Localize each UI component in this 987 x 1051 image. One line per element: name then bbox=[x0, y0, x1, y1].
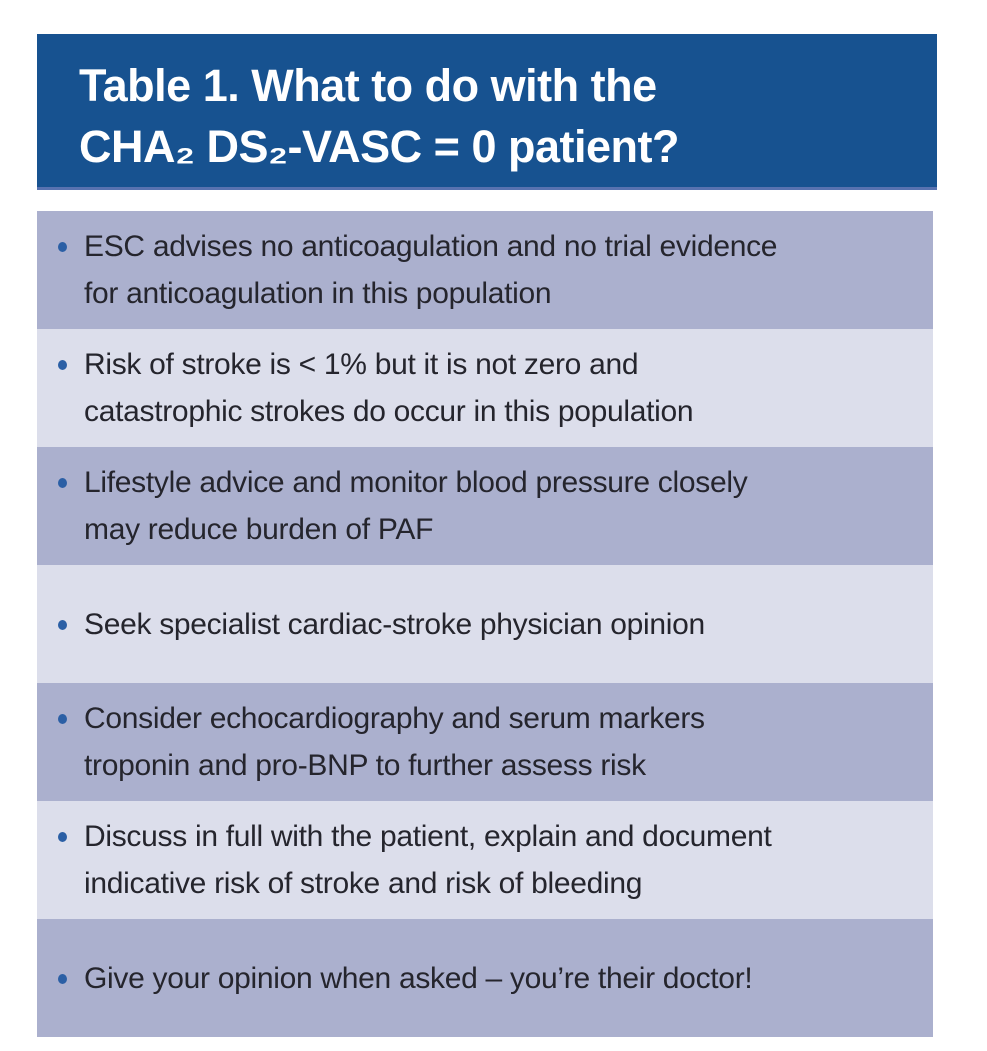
table-row bbox=[37, 447, 933, 565]
row-text bbox=[84, 813, 772, 907]
row-content bbox=[58, 341, 693, 435]
table-row bbox=[37, 801, 933, 919]
row-content bbox=[58, 459, 747, 553]
row-text bbox=[84, 223, 777, 317]
row-line: catastrophic strokes do occur in this population bbox=[84, 395, 694, 428]
bullet-icon bbox=[58, 478, 67, 488]
table-row bbox=[37, 211, 933, 329]
row-line: indicative risk of stroke and risk of bleeding bbox=[84, 867, 643, 900]
row-line: for anticoagulation in this population bbox=[84, 277, 552, 310]
bullet-icon bbox=[58, 620, 67, 630]
row-content bbox=[58, 813, 772, 907]
row-line: Give your opinion when asked – you’re their doctor! bbox=[84, 961, 753, 995]
row-content bbox=[58, 955, 752, 1002]
row-line: Consider echocardiography and serum markers bbox=[84, 702, 705, 735]
bullet-icon bbox=[58, 832, 67, 842]
row-line: Discuss in full with the patient, explain and document bbox=[84, 820, 772, 853]
row-line: Lifestyle advice and monitor blood pressure closely bbox=[84, 466, 748, 499]
bullet-icon bbox=[58, 714, 67, 724]
bullet-icon bbox=[58, 242, 67, 252]
row-line: ESC advises no anticoagulation and no trial evidence bbox=[84, 230, 778, 263]
row-line: Risk of stroke is < 1% but it is not zero and bbox=[84, 348, 639, 381]
row-line: may reduce burden of PAF bbox=[84, 513, 434, 546]
row-content bbox=[58, 601, 705, 648]
row-text bbox=[84, 459, 747, 553]
table-title-line2: CHA₂ DS₂-VASC = 0 patient? bbox=[79, 121, 679, 172]
table-body bbox=[37, 211, 933, 1037]
table-title-line1: Table 1. What to do with the bbox=[79, 60, 657, 111]
table-row bbox=[37, 683, 933, 801]
row-content bbox=[58, 223, 777, 317]
row-line: Seek specialist cardiac-stroke physician opinion bbox=[84, 607, 705, 641]
row-content bbox=[58, 695, 705, 789]
row-text bbox=[84, 601, 705, 648]
bullet-icon bbox=[58, 360, 67, 370]
table-title-banner bbox=[37, 34, 937, 190]
bullet-icon bbox=[58, 974, 67, 984]
row-text bbox=[84, 955, 752, 1002]
row-line: troponin and pro-BNP to further assess risk bbox=[84, 749, 646, 782]
row-text bbox=[84, 695, 705, 789]
table-row bbox=[37, 329, 933, 447]
row-text bbox=[84, 341, 693, 435]
table-row bbox=[37, 565, 933, 683]
table-row bbox=[37, 919, 933, 1037]
